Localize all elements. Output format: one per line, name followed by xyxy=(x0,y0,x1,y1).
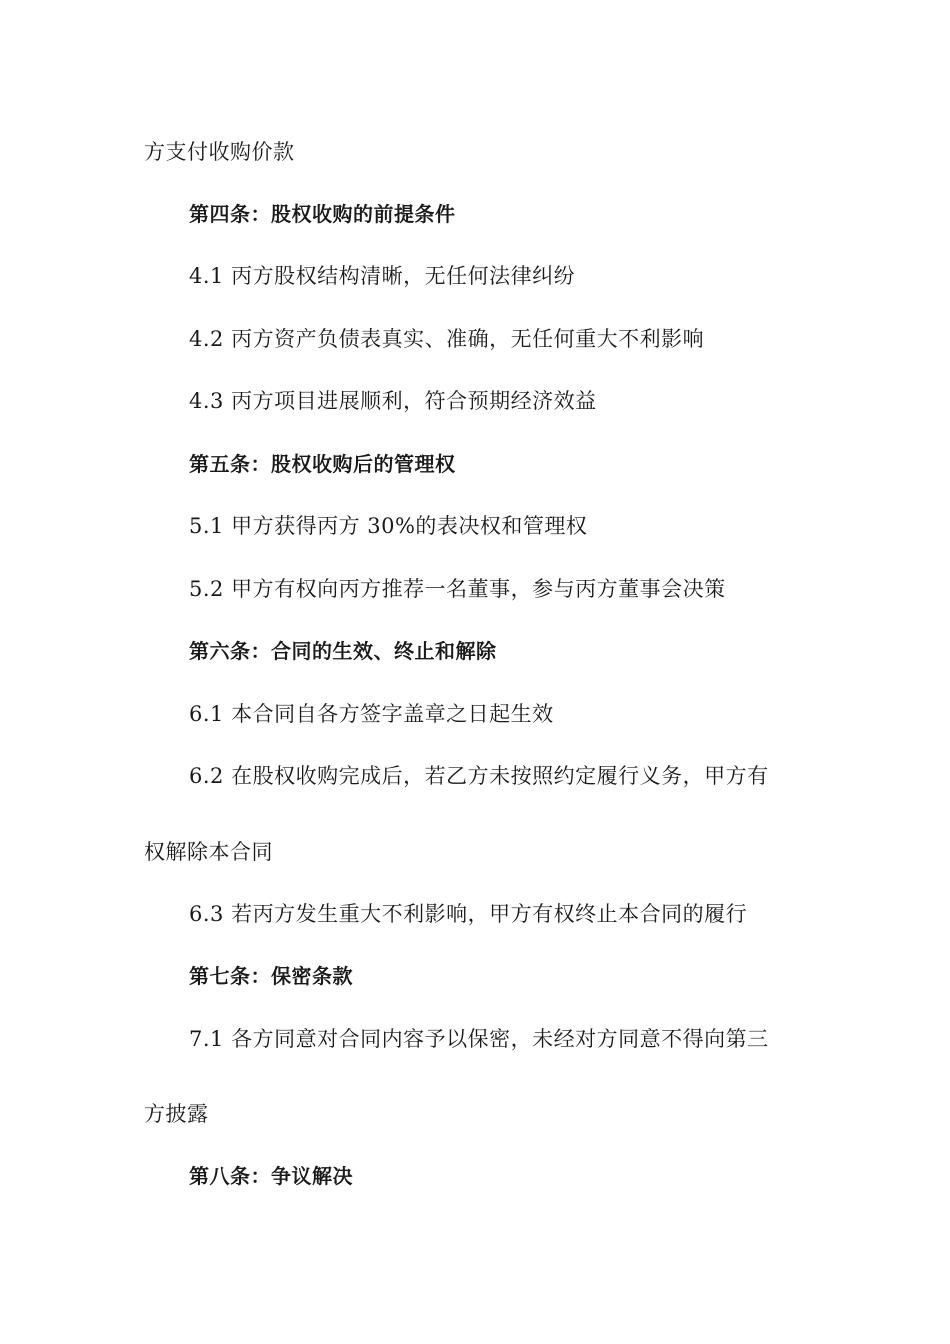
article-5-heading: 第五条：股权收购后的管理权 xyxy=(189,452,456,476)
clause-6-3: 6.3 若丙方发生重大不利影响，甲方有权终止本合同的履行 xyxy=(189,902,748,926)
clause-6-1: 6.1 本合同自各方签字盖章之日起生效 xyxy=(189,702,554,726)
clause-6-2: 6.2 在股权收购完成后，若乙方未按照约定履行义务，甲方有 xyxy=(189,764,769,788)
clause-5-2: 5.2 甲方有权向丙方推荐一名董事，参与丙方董事会决策 xyxy=(189,577,726,601)
article-6-heading: 第六条：合同的生效、终止和解除 xyxy=(189,639,497,663)
clause-4-1: 4.1 丙方股权结构清晰，无任何法律纠纷 xyxy=(189,264,576,288)
paragraph-continuation: 方支付收购价款 xyxy=(144,140,295,164)
clause-7-1: 7.1 各方同意对合同内容予以保密，未经对方同意不得向第三 xyxy=(189,1027,769,1051)
clause-6-2-continuation: 权解除本合同 xyxy=(144,840,273,864)
clause-4-3: 4.3 丙方项目进展顺利，符合预期经济效益 xyxy=(189,389,597,413)
article-8-heading: 第八条：争议解决 xyxy=(189,1164,353,1188)
clause-4-2: 4.2 丙方资产负债表真实、准确，无任何重大不利影响 xyxy=(189,327,705,351)
article-4-heading: 第四条：股权收购的前提条件 xyxy=(189,202,456,226)
clause-7-1-continuation: 方披露 xyxy=(144,1102,209,1126)
clause-5-1: 5.1 甲方获得丙方 30%的表决权和管理权 xyxy=(189,514,588,538)
article-7-heading: 第七条：保密条款 xyxy=(189,964,353,988)
